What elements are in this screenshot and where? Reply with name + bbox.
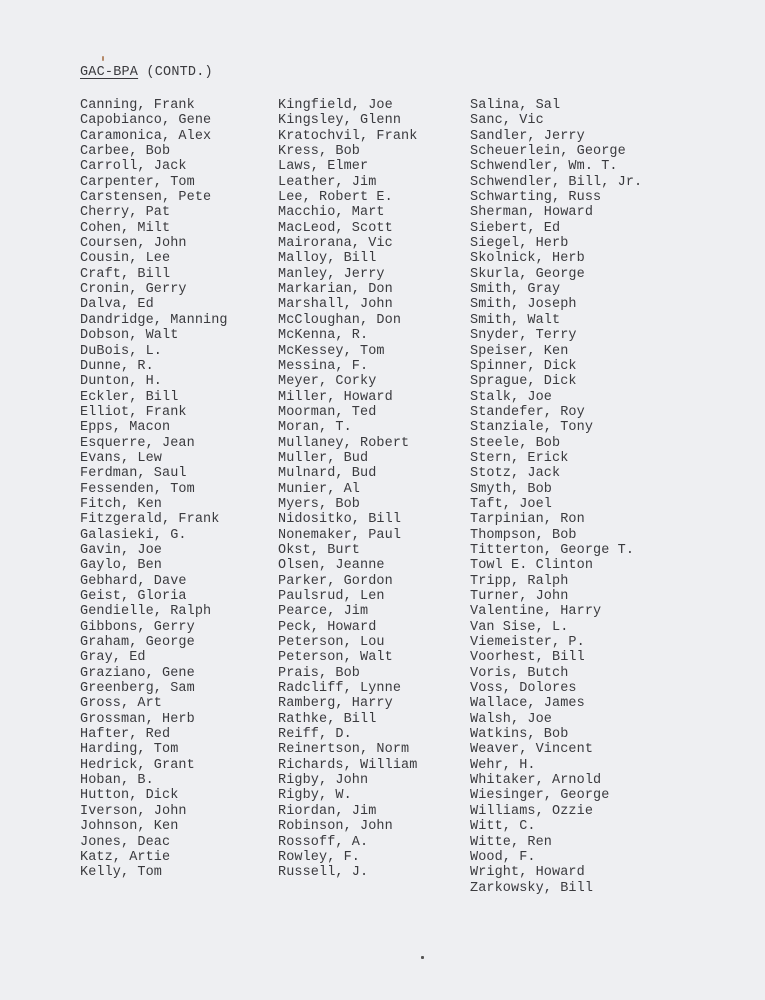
name-entry: Cohen, Milt xyxy=(80,220,171,236)
name-entry: Evans, Lew xyxy=(80,450,163,466)
name-entry: Manley, Jerry xyxy=(278,266,385,282)
name-entry: Gendielle, Ralph xyxy=(80,604,212,620)
name-entry: Olsen, Jeanne xyxy=(278,558,385,574)
name-entry: Cherry, Pat xyxy=(80,205,171,221)
name-entry: Sprague, Dick xyxy=(470,374,577,390)
name-entry: Valentine, Harry xyxy=(470,604,602,620)
name-entry: Mairorana, Vic xyxy=(278,236,393,252)
name-entry: Nidositko, Bill xyxy=(278,512,402,528)
name-entry: Gaylo, Ben xyxy=(80,558,163,574)
name-entry: Lee, Robert E. xyxy=(278,190,393,206)
name-entry: Wallace, James xyxy=(470,696,585,712)
name-entry: Moorman, Ted xyxy=(278,404,377,420)
name-entry: Nonemaker, Paul xyxy=(278,527,402,543)
name-entry: Voorhest, Bill xyxy=(470,650,585,666)
name-entry: Esquerre, Jean xyxy=(80,435,195,451)
name-entry: Reiff, D. xyxy=(278,727,352,743)
name-entry: Markarian, Don xyxy=(278,282,393,298)
name-entry: Tripp, Ralph xyxy=(470,573,569,589)
name-entry: Voss, Dolores xyxy=(470,681,577,697)
name-entry: Caramonica, Alex xyxy=(80,128,212,144)
paper-speck xyxy=(102,56,104,61)
name-entry: Peterson, Lou xyxy=(278,635,385,651)
name-entry: Coursen, John xyxy=(80,236,187,252)
name-entry: Peterson, Walt xyxy=(278,650,393,666)
name-entry: Steele, Bob xyxy=(470,435,561,451)
name-entry: Jones, Deac xyxy=(80,834,171,850)
name-entry: Leather, Jim xyxy=(278,174,377,190)
name-entry: Cronin, Gerry xyxy=(80,282,187,298)
name-entry: Stern, Erick xyxy=(470,450,569,466)
name-entry: Grossman, Herb xyxy=(80,711,195,727)
name-entry: Dunton, H. xyxy=(80,374,163,390)
name-entry: Macchio, Mart xyxy=(278,205,385,221)
name-entry: Radcliff, Lynne xyxy=(278,681,402,697)
page-mark xyxy=(421,956,424,959)
name-entry: Wright, Howard xyxy=(470,865,585,881)
name-entry: Kress, Bob xyxy=(278,144,361,160)
name-entry: Rowley, F. xyxy=(278,849,361,865)
name-entry: Carstensen, Pete xyxy=(80,190,212,206)
name-entry: Cousin, Lee xyxy=(80,251,171,267)
name-entry: Weaver, Vincent xyxy=(470,742,594,758)
name-entry: Fitch, Ken xyxy=(80,496,163,512)
name-entry: Rigby, John xyxy=(278,773,369,789)
name-entry: Sherman, Howard xyxy=(470,205,594,221)
name-entry: Dobson, Walt xyxy=(80,328,179,344)
name-entry: Thompson, Bob xyxy=(470,527,577,543)
name-entry: Messina, F. xyxy=(278,358,369,374)
header-title: GAC-BPA xyxy=(80,65,139,80)
name-column-2 xyxy=(278,98,417,881)
name-entry: Riordan, Jim xyxy=(278,803,377,819)
name-entry: Van Sise, L. xyxy=(470,619,569,635)
name-entry: Whitaker, Arnold xyxy=(470,773,602,789)
name-entry: Galasieki, G. xyxy=(80,527,187,543)
name-entry: Myers, Bob xyxy=(278,496,361,512)
name-entry: Siegel, Herb xyxy=(470,236,569,252)
name-entry: Gibbons, Gerry xyxy=(80,619,195,635)
name-entry: McKessey, Tom xyxy=(278,343,385,359)
name-entry: Reinertson, Norm xyxy=(278,742,410,758)
name-entry: Witte, Ren xyxy=(470,834,553,850)
name-entry: Gray, Ed xyxy=(80,650,146,666)
name-entry: Gebhard, Dave xyxy=(80,573,187,589)
name-entry: Smith, Walt xyxy=(470,312,561,328)
name-entry: Dandridge, Manning xyxy=(80,312,228,328)
name-entry: DuBois, L. xyxy=(80,343,163,359)
name-entry: Dalva, Ed xyxy=(80,297,154,313)
name-entry: Mullaney, Robert xyxy=(278,435,410,451)
name-entry: Johnson, Ken xyxy=(80,819,179,835)
name-entry: Greenberg, Sam xyxy=(80,681,195,697)
name-entry: Muller, Bud xyxy=(278,450,369,466)
name-entry: Rigby, W. xyxy=(278,788,352,804)
name-entry: Graham, George xyxy=(80,635,195,651)
name-entry: Carroll, Jack xyxy=(80,159,187,175)
name-entry: Katz, Artie xyxy=(80,849,171,865)
name-column-3 xyxy=(470,98,642,896)
name-entry: MacLeod, Scott xyxy=(278,220,393,236)
name-entry: Tarpinian, Ron xyxy=(470,512,585,528)
name-entry: Gavin, Joe xyxy=(80,542,163,558)
name-entry: Kratochvil, Frank xyxy=(278,128,418,144)
name-entry: Taft, Joel xyxy=(470,496,553,512)
name-entry: Geist, Gloria xyxy=(80,589,187,604)
name-entry: Russell, J. xyxy=(278,865,369,881)
name-entry: Rathke, Bill xyxy=(278,711,377,727)
name-entry: Marshall, John xyxy=(278,297,393,313)
name-entry: Hutton, Dick xyxy=(80,788,179,804)
name-entry: Kingfield, Joe xyxy=(278,98,393,113)
name-entry: McCloughan, Don xyxy=(278,312,402,328)
name-entry: Snyder, Terry xyxy=(470,328,577,344)
name-entry: Titterton, George T. xyxy=(470,542,635,558)
name-entry: Fitzgerald, Frank xyxy=(80,512,220,528)
name-entry: Craft, Bill xyxy=(80,266,171,282)
name-entry: Standefer, Roy xyxy=(470,404,585,420)
name-entry: Gross, Art xyxy=(80,696,163,712)
name-entry: Sandler, Jerry xyxy=(470,128,585,144)
name-entry: Pearce, Jim xyxy=(278,604,369,620)
name-entry: Harding, Tom xyxy=(80,742,179,758)
name-entry: Moran, T. xyxy=(278,420,352,436)
name-entry: Hedrick, Grant xyxy=(80,757,195,773)
name-entry: Schwendler, Bill, Jr. xyxy=(470,174,643,190)
name-entry: Watkins, Bob xyxy=(470,727,569,743)
name-entry: Skurla, George xyxy=(470,266,585,282)
name-entry: Graziano, Gene xyxy=(80,665,195,681)
name-entry: Witt, C. xyxy=(470,819,536,835)
name-entry: Smyth, Bob xyxy=(470,481,553,497)
name-entry: Spinner, Dick xyxy=(470,358,577,374)
name-entry: Viemeister, P. xyxy=(470,635,585,651)
name-entry: Carbee, Bob xyxy=(80,144,171,160)
name-entry: Stotz, Jack xyxy=(470,466,561,482)
name-entry: Ramberg, Harry xyxy=(278,696,393,712)
name-entry: Smith, Joseph xyxy=(470,297,577,313)
name-entry: Malloy, Bill xyxy=(278,251,377,267)
name-entry: Elliot, Frank xyxy=(80,404,187,420)
name-entry: Parker, Gordon xyxy=(278,573,393,589)
name-entry: Stanziale, Tony xyxy=(470,420,594,436)
name-entry: Smith, Gray xyxy=(470,282,561,298)
name-entry: Wiesinger, George xyxy=(470,788,610,804)
name-entry: Hoban, B. xyxy=(80,773,154,789)
name-entry: Scheuerlein, George xyxy=(470,144,626,160)
name-entry: Canning, Frank xyxy=(80,98,195,113)
name-entry: Schwendler, Wm. T. xyxy=(470,159,618,175)
name-entry: Rossoff, A. xyxy=(278,834,369,850)
name-entry: Iverson, John xyxy=(80,803,187,819)
page-header xyxy=(80,65,213,80)
name-entry: Skolnick, Herb xyxy=(470,251,585,267)
name-entry: Wehr, H. xyxy=(470,757,536,773)
name-entry: Stalk, Joe xyxy=(470,389,553,405)
name-entry: Paulsrud, Len xyxy=(278,589,385,604)
name-entry: Sanc, Vic xyxy=(470,113,544,129)
name-entry: Prais, Bob xyxy=(278,665,361,681)
name-entry: Peck, Howard xyxy=(278,619,377,635)
name-entry: Mulnard, Bud xyxy=(278,466,377,482)
name-entry: McKenna, R. xyxy=(278,328,369,344)
name-entry: Miller, Howard xyxy=(278,389,393,405)
name-entry: Speiser, Ken xyxy=(470,343,569,359)
name-entry: Zarkowsky, Bill xyxy=(470,880,594,896)
name-entry: Kelly, Tom xyxy=(80,865,163,881)
name-entry: Epps, Macon xyxy=(80,420,171,436)
name-entry: Siebert, Ed xyxy=(470,220,561,236)
name-entry: Fessenden, Tom xyxy=(80,481,195,497)
name-entry: Kingsley, Glenn xyxy=(278,113,402,129)
name-entry: Schwarting, Russ xyxy=(470,190,602,206)
name-entry: Capobianco, Gene xyxy=(80,113,212,129)
name-entry: Richards, William xyxy=(278,757,418,773)
name-entry: Carpenter, Tom xyxy=(80,174,195,190)
name-entry: Towl E. Clinton xyxy=(470,558,594,574)
name-entry: Ferdman, Saul xyxy=(80,466,187,482)
name-entry: Eckler, Bill xyxy=(80,389,179,405)
name-entry: Walsh, Joe xyxy=(470,711,553,727)
header-suffix: (CONTD.) xyxy=(146,65,213,80)
name-entry: Voris, Butch xyxy=(470,665,569,681)
name-entry: Laws, Elmer xyxy=(278,159,369,175)
name-entry: Williams, Ozzie xyxy=(470,803,594,819)
name-entry: Meyer, Corky xyxy=(278,374,377,390)
name-entry: Dunne, R. xyxy=(80,358,154,374)
name-entry: Robinson, John xyxy=(278,819,393,835)
name-entry: Hafter, Red xyxy=(80,727,171,743)
name-entry: Wood, F. xyxy=(470,849,536,865)
name-column-1 xyxy=(80,98,228,881)
name-entry: Okst, Burt xyxy=(278,542,361,558)
name-entry: Munier, Al xyxy=(278,481,361,497)
name-entry: Turner, John xyxy=(470,589,569,604)
name-entry: Salina, Sal xyxy=(470,98,561,113)
